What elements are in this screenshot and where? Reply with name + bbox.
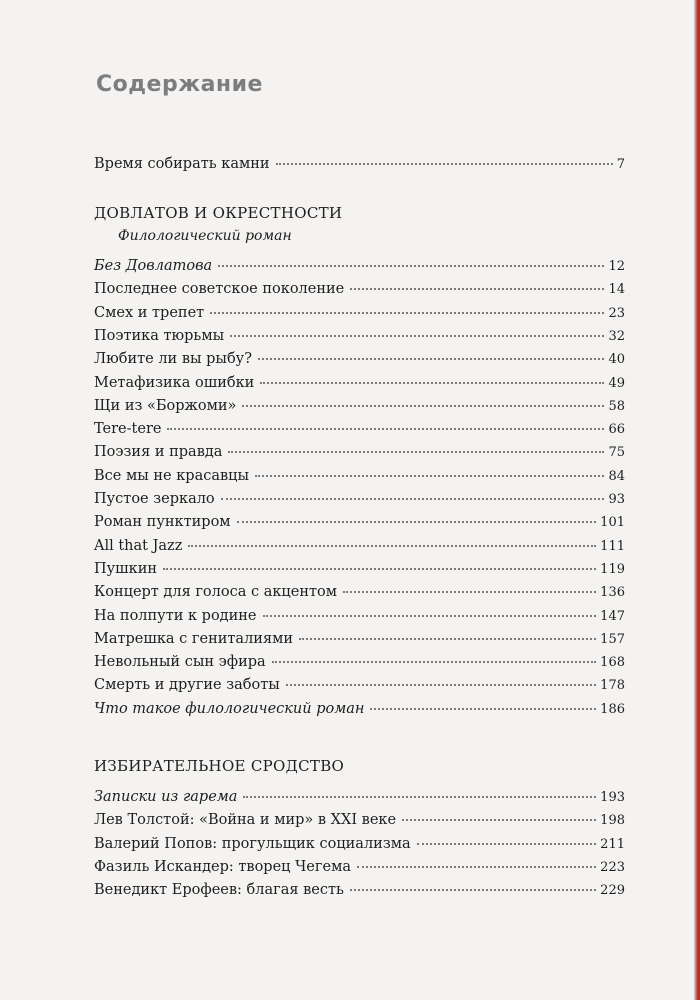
toc-entry[interactable] [94,786,625,808]
entry-page: 198 [600,813,625,829]
section-subtitle: Филологический роман [118,228,292,244]
dot-leader [343,591,596,593]
entry-page: 111 [600,538,625,554]
entry-page: 147 [600,608,625,624]
section-heading: ИЗБИРАТЕЛЬНОЕ СРОДСТВО [94,757,345,775]
entry-page: 14 [608,282,625,298]
entry-title: Пушкин [94,560,158,577]
dot-leader [167,428,604,430]
entry-page: 223 [600,859,625,875]
toc-entry[interactable] [94,348,625,370]
entry-page: 66 [608,422,625,438]
entry-title: Смерть и другие заботы [94,677,280,694]
entry-title: All that Jazz [94,537,183,554]
dot-leader [263,615,597,617]
toc-entry[interactable] [94,511,625,533]
dot-leader [258,358,604,360]
entry-page: 49 [608,375,625,391]
dot-leader [370,708,596,710]
page-edge [694,0,700,1000]
dot-leader [230,335,604,337]
dot-leader [221,498,605,500]
toc-entry[interactable] [94,441,625,463]
entry-page: 186 [600,701,625,717]
dot-leader [350,889,596,891]
dot-leader [272,661,596,663]
toc-entry[interactable] [94,488,625,510]
dot-leader [357,866,596,868]
entry-title: Венедикт Ерофеев: благая весть [94,882,344,899]
entry-page: 40 [608,352,625,368]
dot-leader [163,568,596,570]
entry-page: 193 [600,790,625,805]
entry-page: 32 [608,328,625,344]
entry-title: Роман пунктиром [94,514,231,531]
entry-title: Валерий Попов: прогульщик социализма [94,835,411,852]
dot-leader [299,638,596,640]
toc-entry[interactable] [94,278,625,300]
entry-title: Записки из гарема [94,789,238,805]
entry-title: Любите ли вы рыбу? [94,351,252,368]
dot-leader [260,382,604,384]
entry-title: Поэзия и правда [94,444,223,461]
toc-entry[interactable] [94,325,625,347]
toc-entry[interactable] [94,605,625,627]
entry-page: 211 [600,836,625,852]
dot-leader [286,684,596,686]
entry-page: 178 [600,678,625,694]
entry-title: Tere-tere [94,421,162,438]
entry-title: Концерт для голоса с акцентом [94,584,338,601]
entry-page: 23 [608,305,625,321]
entry-page: 12 [608,259,625,274]
dot-leader [218,265,604,267]
toc-entry[interactable] [94,879,625,901]
toc-entry[interactable] [94,698,625,720]
dot-leader [228,451,604,453]
entry-title: Лев Толстой: «Война и мир» в XXI веке [94,812,397,829]
entry-title: Фазиль Искандер: творец Чегема [94,858,351,875]
toc-entry[interactable] [94,674,625,696]
entry-title: Время собирать камни [94,156,270,172]
entry-title: Последнее советское поколение [94,281,345,298]
entry-title: Невольный сын эфира [94,654,266,671]
entry-page: 7 [616,157,625,172]
entry-title: Смех и трепет [94,304,205,321]
dot-leader [237,521,597,523]
dot-leader [276,163,613,165]
toc-entry-intro[interactable] [94,153,625,175]
entry-page: 229 [600,883,625,899]
toc-entry[interactable] [94,628,625,650]
page-title: Содержание [96,72,263,97]
dot-leader [350,288,604,290]
entry-page: 157 [600,631,625,647]
entry-page: 136 [600,585,625,601]
toc-entry[interactable] [94,418,625,440]
toc-entry[interactable] [94,465,625,487]
dot-leader [255,475,604,477]
toc-entry[interactable] [94,809,625,831]
dot-leader [243,796,596,798]
entry-page: 101 [600,515,625,531]
entry-title: Пустое зеркало [94,491,215,507]
entry-title: Все мы не красавцы [94,467,250,484]
entry-title: Матрешка с гениталиями [94,630,294,647]
dot-leader [188,545,596,547]
toc-entry[interactable] [94,651,625,673]
section-heading: ДОВЛАТОВ И ОКРЕСТНОСТИ [94,204,343,222]
toc-entry[interactable] [94,302,625,324]
dot-leader [402,819,596,821]
entry-page: 84 [608,468,625,484]
toc-entry[interactable] [94,856,625,878]
dot-leader [417,843,597,845]
toc-entry[interactable] [94,558,625,580]
entry-page: 58 [608,398,625,414]
toc-entry[interactable] [94,535,625,557]
entry-title: Без Довлатова [94,258,213,274]
toc-entry[interactable] [94,395,625,417]
entry-title: Что такое филологический роман [94,700,365,717]
entry-title: Метафизика ошибки [94,374,255,391]
dot-leader [210,312,604,314]
toc-entry[interactable] [94,581,625,603]
entry-page: 119 [600,561,625,577]
entry-title: На полпути к родине [94,607,257,624]
entry-page: 93 [608,492,625,507]
toc-entry[interactable] [94,833,625,855]
toc-entry[interactable] [94,255,625,277]
entry-page: 168 [600,655,625,671]
entry-page: 75 [608,445,625,461]
entry-title: Поэтика тюрьмы [94,327,225,344]
toc-entry[interactable] [94,372,625,394]
entry-title: Щи из «Боржоми» [94,397,237,414]
dot-leader [242,405,604,407]
